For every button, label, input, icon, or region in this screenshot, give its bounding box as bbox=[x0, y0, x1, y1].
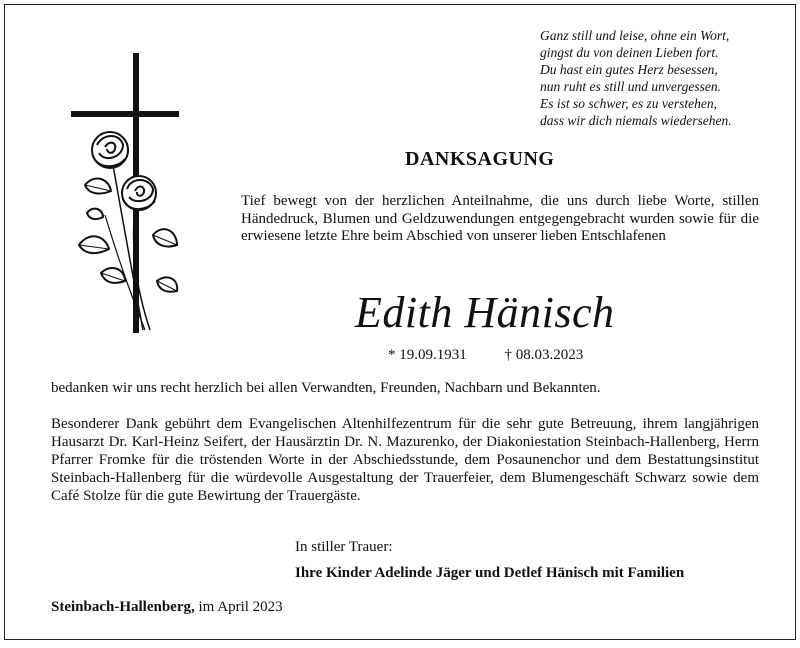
birth-date: * 19.09.1931 bbox=[388, 347, 467, 363]
special-thanks: Besonderer Dank gebührt dem Evangelischen Altenhilfezentrum für die sehr gute Betreuung, ihrem langjährigen Hausarzt Dr. Karl-Heinz Seifert, der Hausärztin Dr. N. Mazurenko, der Diakoniestation Steinbach-Hallenberg, Herrn Pfarrer Fromke für die tröstenden Worte in der Abschiedsstunde, dem Posaunenchor und dem Bestattungsinstitut Steinbach-Hallenberg für die würdevolle Ausgestaltung der Trauerfeier, dem Blumengeschäft Schwarz sowie dem Café Stolze für die gute Bewirtung der Trauergäste. bbox=[51, 416, 759, 504]
intro-text: Tief bewegt von der herzlichen Anteilnahme, die uns durch liebe Worte, stillen Händedruck, Blumen und Geldzuwendungen entgegengebracht wurden sowie für die erwiesene letzte Ehre beim Abschied von unserer lieben Entschlafenen bbox=[241, 193, 759, 244]
cross-with-roses-icon bbox=[65, 45, 185, 335]
poem-line: gingst du von deinen Lieben fort. bbox=[540, 45, 719, 60]
obituary-notice bbox=[4, 4, 796, 640]
poem-line: Ganz still und leise, ohne ein Wort, bbox=[540, 28, 730, 43]
date: im April 2023 bbox=[198, 599, 283, 615]
place: Steinbach-Hallenberg, bbox=[51, 599, 195, 615]
poem-line: Du hast ein gutes Herz besessen, bbox=[540, 62, 718, 77]
death-date: † 08.03.2023 bbox=[504, 347, 584, 363]
place-date bbox=[51, 599, 283, 616]
poem-line: nun ruht es still und unvergessen. bbox=[540, 79, 721, 94]
family-signature: Ihre Kinder Adelinde Jäger und Detlef Hänisch mit Familien bbox=[295, 565, 685, 581]
heading: DANKSAGUNG bbox=[405, 148, 555, 170]
life-dates bbox=[388, 347, 583, 364]
poem bbox=[540, 27, 780, 129]
poem-line: Es ist so schwer, es zu verstehen, bbox=[540, 96, 717, 111]
poem-line: dass wir dich niemals wiedersehen. bbox=[540, 113, 732, 128]
mourning-label: In stiller Trauer: bbox=[295, 539, 393, 555]
general-thanks: bedanken wir uns recht herzlich bei allen Verwandten, Freunden, Nachbarn und Bekannten. bbox=[51, 380, 601, 396]
deceased-name: Edith Hänisch bbox=[355, 288, 615, 337]
